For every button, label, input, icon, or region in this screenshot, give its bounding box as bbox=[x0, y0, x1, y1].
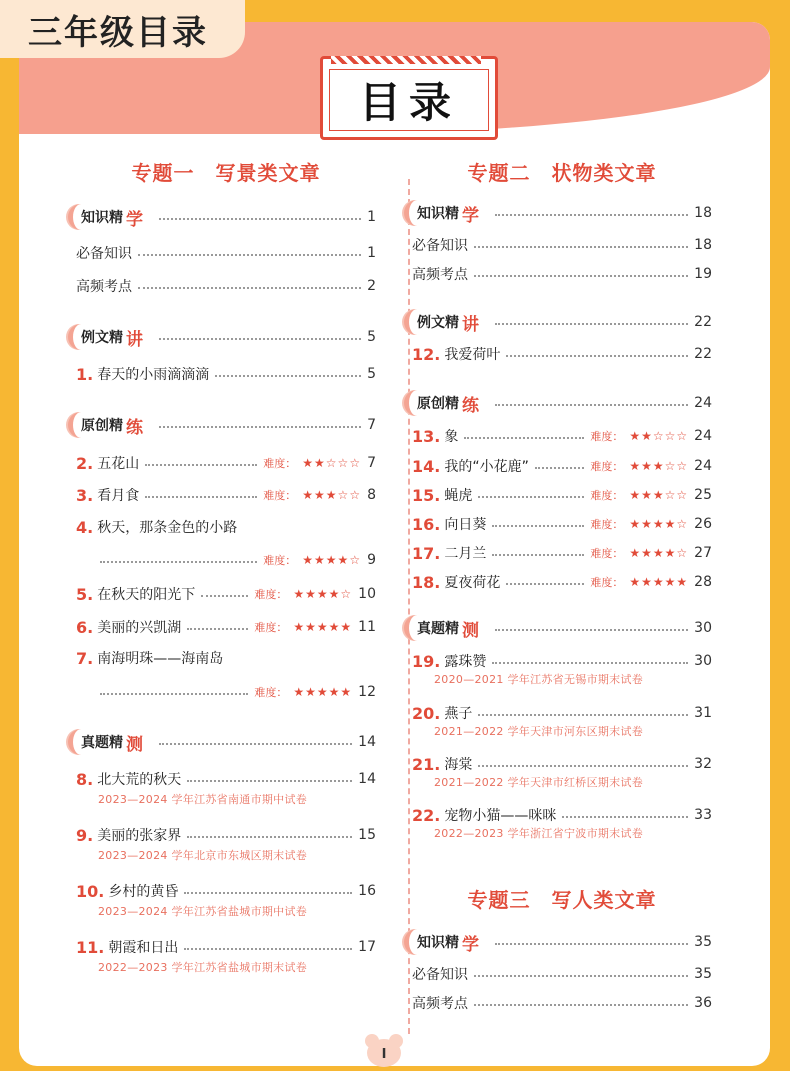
entry-number: 19. bbox=[412, 651, 441, 671]
page-ref: 1 bbox=[367, 209, 376, 225]
leader-dots bbox=[184, 892, 352, 894]
entry-title: 必备知识 bbox=[412, 238, 468, 254]
topic-heading: 专题二 状物类文章 bbox=[467, 161, 657, 185]
category-pill bbox=[404, 615, 489, 641]
toc-entry[interactable] bbox=[412, 962, 712, 986]
page-ref: 9 bbox=[367, 552, 376, 568]
category-accent: 学 bbox=[126, 209, 143, 230]
source-note: 2021—2022 学年天津市河东区期末试卷 bbox=[434, 725, 644, 738]
entry-title: 露珠赞 bbox=[444, 654, 487, 670]
entry-title: 宠物小猫——咪咪 bbox=[444, 808, 557, 824]
toc-entry[interactable] bbox=[412, 701, 712, 725]
entry-title: 向日葵 bbox=[444, 517, 487, 533]
page-ref: 19 bbox=[694, 266, 712, 282]
leader-dots bbox=[506, 583, 584, 585]
source-note: 2021—2022 学年天津市红桥区期末试卷 bbox=[434, 776, 644, 789]
category-row[interactable] bbox=[68, 410, 376, 440]
page-ref: 7 bbox=[367, 417, 376, 433]
page-ref: 24 bbox=[694, 428, 712, 444]
toc-entry[interactable] bbox=[76, 823, 376, 847]
entry-title: 象 bbox=[444, 429, 459, 445]
category-accent: 讲 bbox=[462, 314, 479, 335]
page-ref: 14 bbox=[358, 771, 376, 787]
entry-title: 在秋天的阳光下 bbox=[97, 587, 196, 603]
toc-entry[interactable] bbox=[412, 483, 712, 507]
toc-entry[interactable] bbox=[412, 541, 712, 565]
toc-entry[interactable] bbox=[76, 362, 376, 386]
toc-title-box bbox=[320, 56, 498, 140]
entry-title: 我爱荷叶 bbox=[444, 347, 501, 363]
entry-title: 朝霞和日出 bbox=[108, 940, 179, 956]
toc-entry[interactable] bbox=[76, 582, 376, 606]
page-number-bear-icon bbox=[364, 1032, 404, 1068]
entry-title: 美丽的兴凯湖 bbox=[97, 620, 182, 636]
page-ref: 5 bbox=[367, 366, 376, 382]
leader-dots bbox=[562, 816, 688, 818]
category-accent: 测 bbox=[126, 734, 143, 755]
toc-entry[interactable] bbox=[412, 570, 712, 594]
toc-entry[interactable] bbox=[76, 879, 376, 903]
category-pill bbox=[68, 324, 153, 350]
entry-title: 乡村的黄昏 bbox=[108, 884, 179, 900]
difficulty-label: 难度： bbox=[254, 621, 288, 634]
toc-entry[interactable] bbox=[76, 451, 376, 475]
page-ref: 10 bbox=[358, 586, 376, 602]
category-pill bbox=[404, 390, 489, 416]
category-row[interactable] bbox=[404, 927, 712, 957]
entry-title: 海棠 bbox=[444, 757, 473, 773]
entry-number: 17. bbox=[412, 543, 441, 563]
difficulty-stars: ★★★★★ bbox=[293, 620, 353, 634]
category-pill bbox=[404, 200, 489, 226]
category-label: 知识精 bbox=[417, 935, 459, 951]
category-pill bbox=[404, 929, 489, 955]
page-ref: 18 bbox=[694, 237, 712, 253]
entry-number: 9. bbox=[76, 825, 94, 845]
page-ref: 26 bbox=[694, 516, 712, 532]
toc-entry[interactable] bbox=[76, 615, 376, 639]
entry-number: 13. bbox=[412, 426, 441, 446]
toc-entry[interactable] bbox=[76, 274, 376, 298]
leader-dots bbox=[492, 662, 688, 664]
page-ref: 32 bbox=[694, 756, 712, 772]
leader-dots bbox=[145, 496, 257, 498]
leader-dots bbox=[187, 836, 352, 838]
page-ref: 5 bbox=[367, 329, 376, 345]
category-row[interactable] bbox=[404, 198, 712, 228]
entry-number: 4. bbox=[76, 517, 94, 537]
toc-entry[interactable] bbox=[412, 262, 712, 286]
difficulty-label: 难度： bbox=[254, 588, 288, 601]
difficulty-stars: ★★☆☆☆ bbox=[629, 429, 689, 443]
page-ref: 12 bbox=[358, 684, 376, 700]
category-accent: 学 bbox=[462, 934, 479, 955]
difficulty-stars: ★★★☆☆ bbox=[629, 459, 689, 473]
entry-number: 5. bbox=[76, 584, 94, 604]
category-accent: 练 bbox=[126, 417, 143, 438]
entry-number: 7. bbox=[76, 648, 94, 668]
entry-number: 18. bbox=[412, 572, 441, 592]
source-note: 2020—2021 学年江苏省无锡市期末试卷 bbox=[434, 673, 644, 686]
source-note: 2023—2024 学年江苏省南通市期中试卷 bbox=[98, 793, 308, 806]
page-ref: 11 bbox=[358, 619, 376, 635]
topic-heading: 专题一 写景类文章 bbox=[131, 161, 321, 185]
entry-title: 春天的小雨滴滴滴 bbox=[97, 367, 210, 383]
page-ref: 8 bbox=[367, 487, 376, 503]
page-ref: 28 bbox=[694, 574, 712, 590]
difficulty-label: 难度： bbox=[590, 460, 624, 473]
entry-number: 11. bbox=[76, 937, 105, 957]
grade-title: 三年级目录 bbox=[0, 0, 245, 58]
leader-dots bbox=[184, 948, 352, 950]
title-box-stripes bbox=[331, 56, 481, 64]
entry-title: 南海明珠——海南岛 bbox=[97, 651, 224, 667]
leader-dots bbox=[474, 975, 688, 977]
leader-dots bbox=[159, 743, 352, 745]
leader-dots bbox=[492, 525, 584, 527]
toc-entry[interactable] bbox=[76, 483, 376, 507]
page-ref: 1 bbox=[367, 245, 376, 261]
page-ref: 30 bbox=[694, 620, 712, 636]
leader-dots bbox=[492, 554, 584, 556]
leader-dots bbox=[464, 437, 584, 439]
page-number: I bbox=[381, 1047, 387, 1062]
page-ref: 35 bbox=[694, 934, 712, 950]
entry-number: 14. bbox=[412, 456, 441, 476]
category-label: 例文精 bbox=[417, 315, 459, 331]
entry-number: 22. bbox=[412, 805, 441, 825]
toc-entry[interactable] bbox=[76, 515, 376, 539]
toc-entry[interactable] bbox=[412, 454, 712, 478]
leader-dots bbox=[100, 693, 248, 695]
source-note: 2023—2024 学年江苏省盐城市期中试卷 bbox=[98, 905, 308, 918]
difficulty-label: 难度： bbox=[590, 489, 624, 502]
toc-title: 目录 bbox=[329, 69, 489, 131]
leader-dots bbox=[495, 214, 688, 216]
page-ref: 25 bbox=[694, 487, 712, 503]
leader-dots bbox=[495, 629, 688, 631]
leader-dots bbox=[201, 595, 248, 597]
page-ref: 22 bbox=[694, 346, 712, 362]
difficulty-stars: ★★★★☆ bbox=[302, 553, 362, 567]
category-accent: 测 bbox=[462, 620, 479, 641]
category-pill bbox=[68, 729, 153, 755]
toc-entry-continuation[interactable] bbox=[94, 680, 376, 704]
page-ref: 30 bbox=[694, 653, 712, 669]
entry-title: 二月兰 bbox=[444, 546, 487, 562]
difficulty-label: 难度： bbox=[263, 489, 297, 502]
toc-entry[interactable] bbox=[76, 935, 376, 959]
toc-entry[interactable] bbox=[412, 649, 712, 673]
toc-entry[interactable] bbox=[412, 752, 712, 776]
page-ref: 24 bbox=[694, 458, 712, 474]
page-ref: 36 bbox=[694, 995, 712, 1011]
difficulty-stars: ★★★★★ bbox=[629, 575, 689, 589]
page-ref: 31 bbox=[694, 705, 712, 721]
toc-entry[interactable] bbox=[412, 803, 712, 827]
category-row[interactable] bbox=[68, 202, 376, 232]
page-ref: 27 bbox=[694, 545, 712, 561]
category-label: 原创精 bbox=[81, 418, 123, 434]
entry-number: 8. bbox=[76, 769, 94, 789]
difficulty-label: 难度： bbox=[254, 686, 288, 699]
toc-entry[interactable] bbox=[76, 646, 376, 670]
entry-number: 2. bbox=[76, 453, 94, 473]
category-row[interactable] bbox=[404, 613, 712, 643]
page-ref: 14 bbox=[358, 734, 376, 750]
toc-entry-continuation[interactable] bbox=[94, 548, 376, 572]
category-label: 例文精 bbox=[81, 330, 123, 346]
toc-entry[interactable] bbox=[412, 342, 712, 366]
source-note: 2022—2023 学年浙江省宁波市期末试卷 bbox=[434, 827, 644, 840]
page-ref: 22 bbox=[694, 314, 712, 330]
category-row[interactable] bbox=[404, 388, 712, 418]
page-ref: 33 bbox=[694, 807, 712, 823]
entry-title: 高频考点 bbox=[412, 996, 468, 1012]
source-note: 2023—2024 学年北京市东城区期末试卷 bbox=[98, 849, 308, 862]
difficulty-stars: ★★★★☆ bbox=[629, 517, 689, 531]
leader-dots bbox=[506, 355, 688, 357]
difficulty-stars: ★★★★☆ bbox=[629, 546, 689, 560]
category-row[interactable] bbox=[404, 307, 712, 337]
entry-title: 高频考点 bbox=[76, 279, 132, 295]
category-label: 原创精 bbox=[417, 396, 459, 412]
leader-dots bbox=[100, 561, 257, 563]
entry-number: 21. bbox=[412, 754, 441, 774]
difficulty-label: 难度： bbox=[263, 457, 297, 470]
difficulty-stars: ★★★☆☆ bbox=[629, 488, 689, 502]
difficulty-stars: ★★★★☆ bbox=[293, 587, 353, 601]
toc-entry[interactable] bbox=[76, 241, 376, 265]
entry-title: 看月食 bbox=[97, 488, 140, 504]
leader-dots bbox=[159, 426, 361, 428]
entry-number: 10. bbox=[76, 881, 105, 901]
category-label: 真题精 bbox=[417, 621, 459, 637]
toc-entry[interactable] bbox=[412, 233, 712, 257]
leader-dots bbox=[187, 780, 352, 782]
difficulty-label: 难度： bbox=[590, 576, 624, 589]
difficulty-label: 难度： bbox=[590, 430, 624, 443]
toc-entry[interactable] bbox=[412, 512, 712, 536]
entry-number: 20. bbox=[412, 703, 441, 723]
difficulty-stars: ★★☆☆☆ bbox=[302, 456, 362, 470]
leader-dots bbox=[495, 404, 688, 406]
page-ref: 18 bbox=[694, 205, 712, 221]
leader-dots bbox=[474, 275, 688, 277]
category-row[interactable] bbox=[68, 727, 376, 757]
entry-title: 高频考点 bbox=[412, 267, 468, 283]
entry-title: 夏夜荷花 bbox=[444, 575, 501, 591]
leader-dots bbox=[478, 714, 688, 716]
page-ref: 35 bbox=[694, 966, 712, 982]
category-label: 知识精 bbox=[417, 206, 459, 222]
page-ref: 24 bbox=[694, 395, 712, 411]
page-ref: 17 bbox=[358, 939, 376, 955]
leader-dots bbox=[187, 628, 248, 630]
entry-title: 蝇虎 bbox=[444, 488, 473, 504]
category-pill bbox=[68, 412, 153, 438]
entry-title: 我的“小花鹿” bbox=[444, 459, 529, 475]
page-ref: 7 bbox=[367, 455, 376, 471]
category-pill bbox=[404, 309, 489, 335]
category-label: 知识精 bbox=[81, 210, 123, 226]
page-ref: 16 bbox=[358, 883, 376, 899]
entry-number: 15. bbox=[412, 485, 441, 505]
leader-dots bbox=[495, 323, 688, 325]
leader-dots bbox=[215, 375, 361, 377]
topic-heading: 专题三 写人类文章 bbox=[467, 888, 657, 912]
source-note: 2022—2023 学年江苏省盐城市期末试卷 bbox=[98, 961, 308, 974]
entry-title: 美丽的张家界 bbox=[97, 828, 182, 844]
category-pill bbox=[68, 204, 153, 230]
entry-title: 燕子 bbox=[444, 706, 473, 722]
entry-title: 秋天，那条金色的小路 bbox=[97, 520, 238, 536]
category-row[interactable] bbox=[68, 322, 376, 352]
page-ref: 15 bbox=[358, 827, 376, 843]
leader-dots bbox=[138, 287, 361, 289]
entry-title: 必备知识 bbox=[412, 967, 468, 983]
leader-dots bbox=[478, 765, 688, 767]
leader-dots bbox=[535, 467, 585, 469]
difficulty-label: 难度： bbox=[590, 547, 624, 560]
difficulty-label: 难度： bbox=[263, 554, 297, 567]
page-ref: 2 bbox=[367, 278, 376, 294]
leader-dots bbox=[159, 218, 361, 220]
category-label: 真题精 bbox=[81, 735, 123, 751]
difficulty-label: 难度： bbox=[590, 518, 624, 531]
leader-dots bbox=[138, 254, 361, 256]
entry-number: 16. bbox=[412, 514, 441, 534]
entry-title: 五花山 bbox=[97, 456, 140, 472]
toc-entry[interactable] bbox=[412, 991, 712, 1015]
entry-title: 必备知识 bbox=[76, 246, 132, 262]
difficulty-stars: ★★★★★ bbox=[293, 685, 353, 699]
category-accent: 学 bbox=[462, 205, 479, 226]
leader-dots bbox=[145, 464, 257, 466]
leader-dots bbox=[495, 943, 688, 945]
category-accent: 练 bbox=[462, 395, 479, 416]
entry-title: 北大荒的秋天 bbox=[97, 772, 182, 788]
toc-entry[interactable] bbox=[76, 767, 376, 791]
entry-number: 3. bbox=[76, 485, 94, 505]
leader-dots bbox=[478, 496, 584, 498]
entry-number: 6. bbox=[76, 617, 94, 637]
leader-dots bbox=[474, 246, 688, 248]
difficulty-stars: ★★★☆☆ bbox=[302, 488, 362, 502]
category-accent: 讲 bbox=[126, 329, 143, 350]
toc-entry[interactable] bbox=[412, 424, 712, 448]
entry-number: 12. bbox=[412, 344, 441, 364]
entry-number: 1. bbox=[76, 364, 94, 384]
leader-dots bbox=[159, 338, 361, 340]
leader-dots bbox=[474, 1004, 688, 1006]
